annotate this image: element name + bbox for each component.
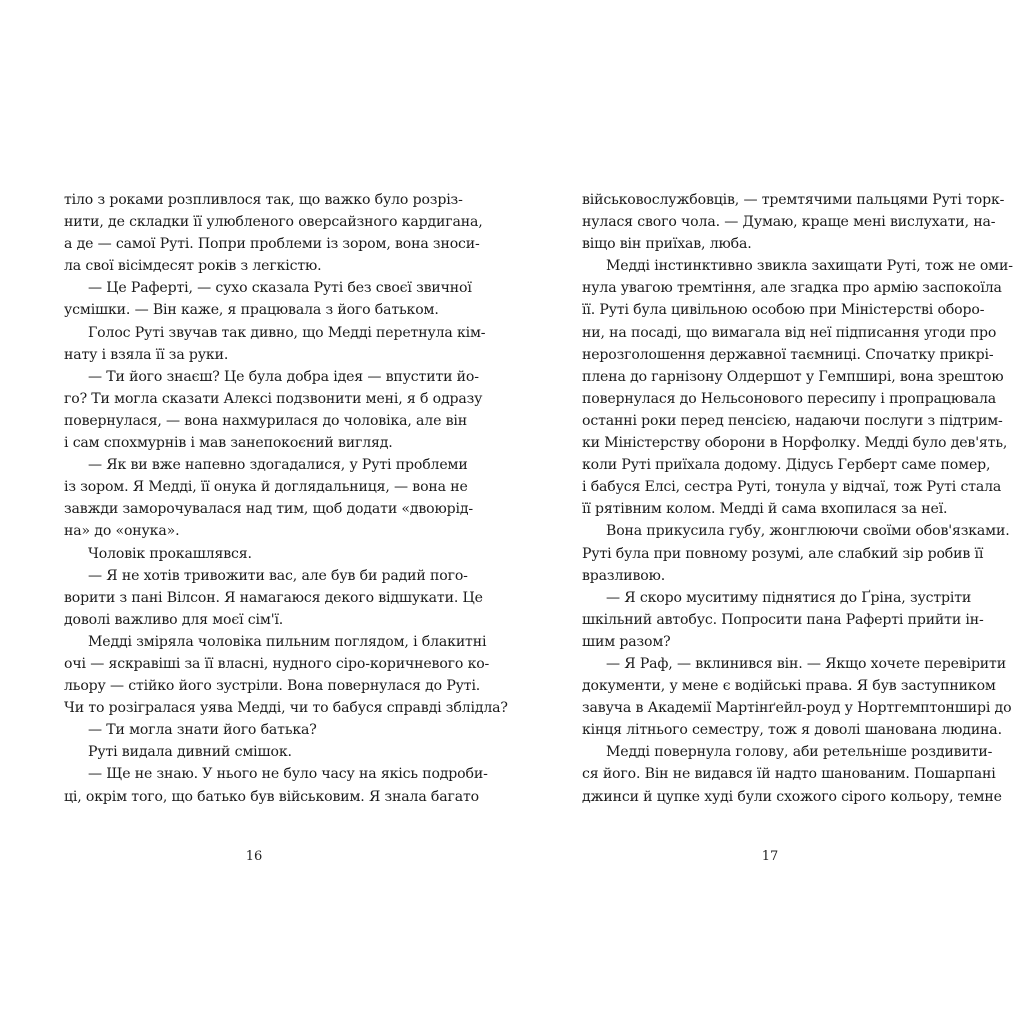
text-line: на» до «онука». [64,523,180,540]
text-line: очі — яскравіші за її власні, нудного сіро-коричневого ко- [64,655,490,672]
text-line: — Я не хотів тривожити вас, але був би радий пого- [88,567,468,584]
text-line: — Це Раферті, — сухо сказала Руті без своєї звичної [88,280,472,297]
text-line: тіло з роками розпливлося так, що важко було розріз- [64,192,463,208]
text-line: — Як ви вже напевно здогадалися, у Руті проблеми [88,457,468,474]
text-line: Вона прикусила губу, жонглюючи своїми обов'язками. [606,523,1010,540]
text-line: плена до гарнізону Олдершот у Гемпширі, вона зрештою [582,368,1004,385]
text-line: останні роки перед пенсією, надаючи послуги з підтрим- [582,412,1003,429]
text-line: завуча в Академії Мартінґейл-роуд у Нортгемптонширі до [582,700,1012,717]
text-line: Чоловік прокашлявся. [88,545,252,562]
text-line: вразливою. [582,567,666,584]
text-line: — Ще не знаю. У нього не було часу на якісь подроби- [88,766,488,783]
text-line: шкільний автобус. Попросити пана Раферті прийти ін- [582,611,984,628]
text-line: Медді повернула голову, аби ретельніше роздивити- [606,744,993,761]
text-line: усмішки. — Він каже, я працювала з його батьком. [64,302,439,319]
text-line: — Я Раф, — вклинився він. — Якщо хочете перевірити [606,655,1006,672]
text-line: ки Міністерству оборони в Норфолку. Медді було дев'ять, [582,435,1008,452]
left-page-text [64,189,508,808]
text-line: нула увагою тремтіння, але згадка про армію заспокоїла [582,280,1002,297]
text-line: — Я скоро муситиму піднятися до Ґріна, зустріти [606,589,972,606]
text-line: — Ти його знаєш? Це була добра ідея — впустити йо- [88,368,479,385]
text-line: го? Ти могла сказати Алексі подзвонити мені, я б одразу [64,390,483,407]
text-line: повернулася до Нельсонового пересипу і пропрацювала [582,390,997,407]
text-line: Руті була при повному розумі, але слабкий зір робив її [582,545,984,562]
text-line: коли Руті приїхала додому. Дідусь Герберт саме помер, [582,457,991,474]
text-line: Руті видала дивний смішок. [88,744,292,761]
text-line: нату і взяла її за руки. [64,346,229,363]
text-line: і бабуся Елсі, сестра Руті, тонула у відчаї, тож Руті стала [582,479,1002,496]
right-page-text [582,189,1013,808]
text-line: ни, на посаді, що вимагала від неї підписання угоди про [582,324,997,341]
text-line: доволі важливо для моєї сім'ї. [64,611,284,628]
text-line: ворити з пані Вілсон. Я намагаюся декого відшукати. Це [64,589,483,606]
text-line: нерозголошення державної таємниці. Спочатку прикрі- [582,346,994,363]
text-line: і сам спохмурнів і мав занепокоєний вигляд. [64,435,393,452]
text-line: повернулася, — вона нахмурилася до чоловіка, але він [64,412,467,429]
text-line: Медді інстинктивно звикла захищати Руті, тож не оми- [606,258,1013,275]
text-line: ці, окрім того, що батько був військовим. Я знала багато [64,788,479,805]
left-page-number: 16 [245,849,263,864]
text-line: ся його. Він не видався їй надто шанованим. Пошарпані [582,766,996,783]
text-line: військовослужбовців, — тремтячими пальцями Руті торк- [582,192,1005,208]
text-line: віщо він приїхав, люба. [582,236,752,253]
text-line: нити, де складки її улюбленого оверсайзного кардигана, [64,214,483,231]
text-line: — Ти могла знати його батька? [88,722,317,739]
text-line: джинси й цупке худі були схожого сірого кольору, темне [582,788,1002,805]
text-line: із зором. Я Медді, її онука й доглядальниця, — вона не [64,479,468,496]
text-line: її. Руті була цивільною особою при Міністерстві оборо- [582,302,985,319]
text-line: Медді зміряла чоловіка пильним поглядом, і блакитні [88,633,487,650]
text-line: кінця літнього семестру, тож я доволі шанована людина. [582,722,1002,739]
text-line: а де — самої Руті. Попри проблеми із зором, вона зноси- [64,236,480,253]
text-line: ла свої вісімдесят років з легкістю. [64,258,322,275]
text-line: Чи то розігралася уява Медді, чи то бабуся справді зблідла? [64,700,508,717]
text-line: шим разом? [582,633,671,650]
text-line: нулася свого чола. — Думаю, краще мені вислухати, на- [582,214,996,231]
text-line: її рятівним колом. Медді й сама вхопилася за неї. [582,501,948,518]
text-line: документи, у мене є водійські права. Я був заступником [582,678,996,695]
right-page-number: 17 [761,849,779,864]
text-line: завжди заморочувалася над тим, щоб додати «двоюрід- [64,501,473,518]
text-line: льору — стійко його зустріли. Вона повернулася до Руті. [64,678,481,695]
text-line: Голос Руті звучав так дивно, що Медді перетнула кім- [88,324,486,341]
